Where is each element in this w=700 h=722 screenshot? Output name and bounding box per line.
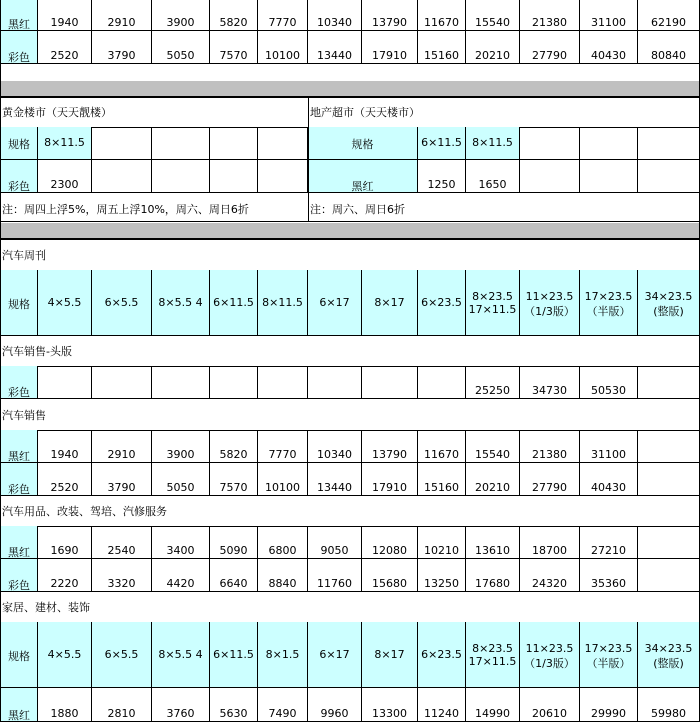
top-color-value: 13440 <box>308 31 362 64</box>
auto-supplies-color-value: 3320 <box>92 559 152 592</box>
auto-head-color-value <box>638 366 700 399</box>
auto-weekly-spec: 34×23.5 (整版) <box>638 270 700 336</box>
home-building-spec: 6×23.5 <box>418 622 466 688</box>
property-value: 1250 <box>418 160 466 193</box>
top-color-value: 40430 <box>580 31 638 64</box>
top-black-red-value: 21380 <box>520 0 580 31</box>
empty-cell <box>210 160 258 193</box>
auto-head-color-label: 彩色 <box>0 366 38 399</box>
home-building-black-red-value: 3760 <box>152 688 210 722</box>
top-color-value: 2520 <box>38 31 92 64</box>
auto-supplies-color-value: 35360 <box>580 559 638 592</box>
home-building-spec: 6×5.5 <box>92 622 152 688</box>
row-divider <box>0 239 700 240</box>
row-divider <box>0 97 700 98</box>
home-building-spec: 17×23.5 （半版） <box>580 622 638 688</box>
top-color-value: 27790 <box>520 31 580 64</box>
auto-sales-black-red-value: 31100 <box>580 430 638 463</box>
auto-weekly-spec: 6×11.5 <box>210 270 258 336</box>
auto-supplies-black-red-value: 13610 <box>466 526 520 559</box>
section-separator <box>0 81 700 97</box>
top-color-value: 10100 <box>258 31 308 64</box>
auto-head-color-value: 50530 <box>580 366 638 399</box>
property-market-title: 地产超市（天天楼市） <box>310 106 420 119</box>
auto-supplies-black-red-value: 3400 <box>152 526 210 559</box>
auto-supplies-black-red-value: 9050 <box>308 526 362 559</box>
empty-cell <box>638 160 700 193</box>
auto-head-color-value <box>152 366 210 399</box>
home-building-black-red-value: 9960 <box>308 688 362 722</box>
home-building-black-red-value: 13300 <box>362 688 418 722</box>
home-building-title: 家居、建材、装饰 <box>2 601 90 614</box>
home-building-black-red-value: 5630 <box>210 688 258 722</box>
auto-head-color-value <box>308 366 362 399</box>
home-building-black-red-value: 29990 <box>580 688 638 722</box>
auto-sales-black-red-value: 21380 <box>520 430 580 463</box>
empty-cell <box>520 160 580 193</box>
top-black-red-value: 10340 <box>308 0 362 31</box>
empty-cell <box>638 127 700 160</box>
auto-head-color-value <box>92 366 152 399</box>
auto-sales-color-label: 彩色 <box>0 463 38 496</box>
auto-supplies-color-value: 11760 <box>308 559 362 592</box>
empty-cell <box>580 160 638 193</box>
auto-weekly-spec: 11×23.5 （1/3版） <box>520 270 580 336</box>
auto-supplies-color-value: 24320 <box>520 559 580 592</box>
empty-cell <box>152 160 210 193</box>
auto-supplies-color-value: 2220 <box>38 559 92 592</box>
home-building-spec: 4×5.5 <box>38 622 92 688</box>
auto-head-color-value <box>38 366 92 399</box>
auto-supplies-color-value: 13250 <box>418 559 466 592</box>
top-color-value: 80840 <box>638 31 700 64</box>
auto-supplies-black-red-value: 6800 <box>258 526 308 559</box>
auto-head-color-value <box>210 366 258 399</box>
auto-weekly-spec: 4×5.5 <box>38 270 92 336</box>
row-divider <box>0 221 700 222</box>
section-separator <box>0 223 700 239</box>
gold-spec: 8×11.5 <box>38 127 92 160</box>
home-building-spec: 6×17 <box>308 622 362 688</box>
auto-head-color-value <box>362 366 418 399</box>
property-value: 1650 <box>466 160 520 193</box>
auto-sales-color-value: 5050 <box>152 463 210 496</box>
auto-sales-color-value: 27790 <box>520 463 580 496</box>
empty-cell <box>258 127 308 160</box>
auto-supplies-black-red-value: 2540 <box>92 526 152 559</box>
gold-color-label: 彩色 <box>0 160 38 193</box>
top-color-label: 彩色 <box>0 31 38 64</box>
auto-supplies-color-value: 15680 <box>362 559 418 592</box>
auto-sales-head-title: 汽车销售-头版 <box>2 345 72 358</box>
home-building-spec: 8×1.5 <box>258 622 308 688</box>
auto-supplies-black-red-value: 1690 <box>38 526 92 559</box>
empty-cell <box>92 127 152 160</box>
auto-weekly-spec: 8×5.5 4 <box>152 270 210 336</box>
auto-supplies-color-value: 8840 <box>258 559 308 592</box>
auto-sales-color-value: 40430 <box>580 463 638 496</box>
property-row-label: 黑红 <box>308 160 418 193</box>
auto-sales-color-value: 7570 <box>210 463 258 496</box>
auto-head-color-value <box>418 366 466 399</box>
auto-sales-black-red-label: 黑红 <box>0 430 38 463</box>
auto-supplies-black-red-value: 27210 <box>580 526 638 559</box>
auto-head-color-value <box>258 366 308 399</box>
auto-sales-color-value: 13440 <box>308 463 362 496</box>
auto-sales-black-red-value: 13790 <box>362 430 418 463</box>
auto-supplies-black-red-value: 5090 <box>210 526 258 559</box>
auto-weekly-spec: 6×23.5 <box>418 270 466 336</box>
property-spec: 6×11.5 <box>418 127 466 160</box>
auto-supplies-color-value <box>638 559 700 592</box>
home-building-spec: 8×5.5 4 <box>152 622 210 688</box>
top-black-red-value: 13790 <box>362 0 418 31</box>
auto-weekly-spec: 8×23.5 17×11.5 <box>466 270 520 336</box>
auto-weekly-label: 规格 <box>0 270 38 336</box>
top-black-red-value: 11670 <box>418 0 466 31</box>
top-black-red-value: 1940 <box>38 0 92 31</box>
auto-sales-color-value: 3790 <box>92 463 152 496</box>
top-color-value: 20210 <box>466 31 520 64</box>
auto-sales-black-red-value: 2910 <box>92 430 152 463</box>
auto-sales-color-value: 17910 <box>362 463 418 496</box>
auto-head-color-value: 34730 <box>520 366 580 399</box>
auto-supplies-black-red-value: 18700 <box>520 526 580 559</box>
auto-sales-color-value <box>638 463 700 496</box>
property-spec-label: 规格 <box>308 127 418 160</box>
auto-supplies-color-value: 6640 <box>210 559 258 592</box>
auto-weekly-spec: 6×17 <box>308 270 362 336</box>
top-color-value: 15160 <box>418 31 466 64</box>
top-color-value: 7570 <box>210 31 258 64</box>
empty-cell <box>152 127 210 160</box>
auto-weekly-title: 汽车周刊 <box>2 249 46 262</box>
home-building-label: 规格 <box>0 622 38 688</box>
top-black-red-value: 5820 <box>210 0 258 31</box>
auto-sales-color-value: 15160 <box>418 463 466 496</box>
home-building-black-red-value: 14990 <box>466 688 520 722</box>
empty-cell <box>258 160 308 193</box>
top-black-red-value: 2910 <box>92 0 152 31</box>
home-building-black-red-value: 7490 <box>258 688 308 722</box>
auto-sales-black-red-value: 5820 <box>210 430 258 463</box>
top-black-red-value: 7770 <box>258 0 308 31</box>
home-building-black-red-value: 59980 <box>638 688 700 722</box>
home-building-black-red-value: 11240 <box>418 688 466 722</box>
auto-supplies-color-value: 4420 <box>152 559 210 592</box>
top-black-red-value: 15540 <box>466 0 520 31</box>
top-black-red-value: 62190 <box>638 0 700 31</box>
auto-sales-black-red-value: 7770 <box>258 430 308 463</box>
auto-supplies-color-label: 彩色 <box>0 559 38 592</box>
auto-supplies-title: 汽车用品、改装、驾培、汽修服务 <box>2 505 167 518</box>
top-color-value: 17910 <box>362 31 418 64</box>
home-building-spec: 11×23.5 （1/3版） <box>520 622 580 688</box>
gold-building-title: 黄金楼市（天天靓楼） <box>2 106 112 119</box>
home-building-spec: 34×23.5 (整版) <box>638 622 700 688</box>
top-color-value: 5050 <box>152 31 210 64</box>
auto-weekly-spec: 17×23.5 （半版） <box>580 270 638 336</box>
auto-sales-color-value: 10100 <box>258 463 308 496</box>
auto-sales-black-red-value: 11670 <box>418 430 466 463</box>
home-building-black-red-value: 1880 <box>38 688 92 722</box>
auto-supplies-black-red-value: 10210 <box>418 526 466 559</box>
home-building-spec: 8×17 <box>362 622 418 688</box>
home-building-black-red-label: 黑红 <box>0 688 38 722</box>
property-spec: 8×11.5 <box>466 127 520 160</box>
auto-sales-black-red-value: 15540 <box>466 430 520 463</box>
gold-color-value: 2300 <box>38 160 92 193</box>
auto-weekly-spec: 6×5.5 <box>92 270 152 336</box>
auto-supplies-black-red-value: 12080 <box>362 526 418 559</box>
property-market-note: 注：周六、周日6折 <box>310 203 405 216</box>
empty-cell <box>580 127 638 160</box>
auto-supplies-black-red-value <box>638 526 700 559</box>
auto-sales-black-red-value: 1940 <box>38 430 92 463</box>
gold-building-note: 注：周四上浮5%，周五上浮10%，周六、周日6折 <box>2 203 249 216</box>
home-building-black-red-value: 20610 <box>520 688 580 722</box>
auto-sales-color-value: 20210 <box>466 463 520 496</box>
empty-cell <box>520 127 580 160</box>
auto-sales-title: 汽车销售 <box>2 409 46 422</box>
auto-sales-color-value: 2520 <box>38 463 92 496</box>
auto-sales-black-red-value: 10340 <box>308 430 362 463</box>
empty-cell <box>210 127 258 160</box>
auto-head-color-value: 25250 <box>466 366 520 399</box>
top-black-red-value: 3900 <box>152 0 210 31</box>
gold-spec-label: 规格 <box>0 127 38 160</box>
auto-sales-black-red-value: 3900 <box>152 430 210 463</box>
auto-sales-black-red-value <box>638 430 700 463</box>
auto-weekly-spec: 8×11.5 <box>258 270 308 336</box>
auto-weekly-spec: 8×17 <box>362 270 418 336</box>
top-color-value: 3790 <box>92 31 152 64</box>
home-building-black-red-value: 2810 <box>92 688 152 722</box>
top-black-red-value: 31100 <box>580 0 638 31</box>
home-building-spec: 6×11.5 <box>210 622 258 688</box>
empty-cell <box>92 160 152 193</box>
auto-supplies-color-value: 17680 <box>466 559 520 592</box>
home-building-spec: 8×23.5 17×11.5 <box>466 622 520 688</box>
top-black-red-label: 黑红 <box>0 0 38 31</box>
auto-supplies-black-red-label: 黑红 <box>0 526 38 559</box>
